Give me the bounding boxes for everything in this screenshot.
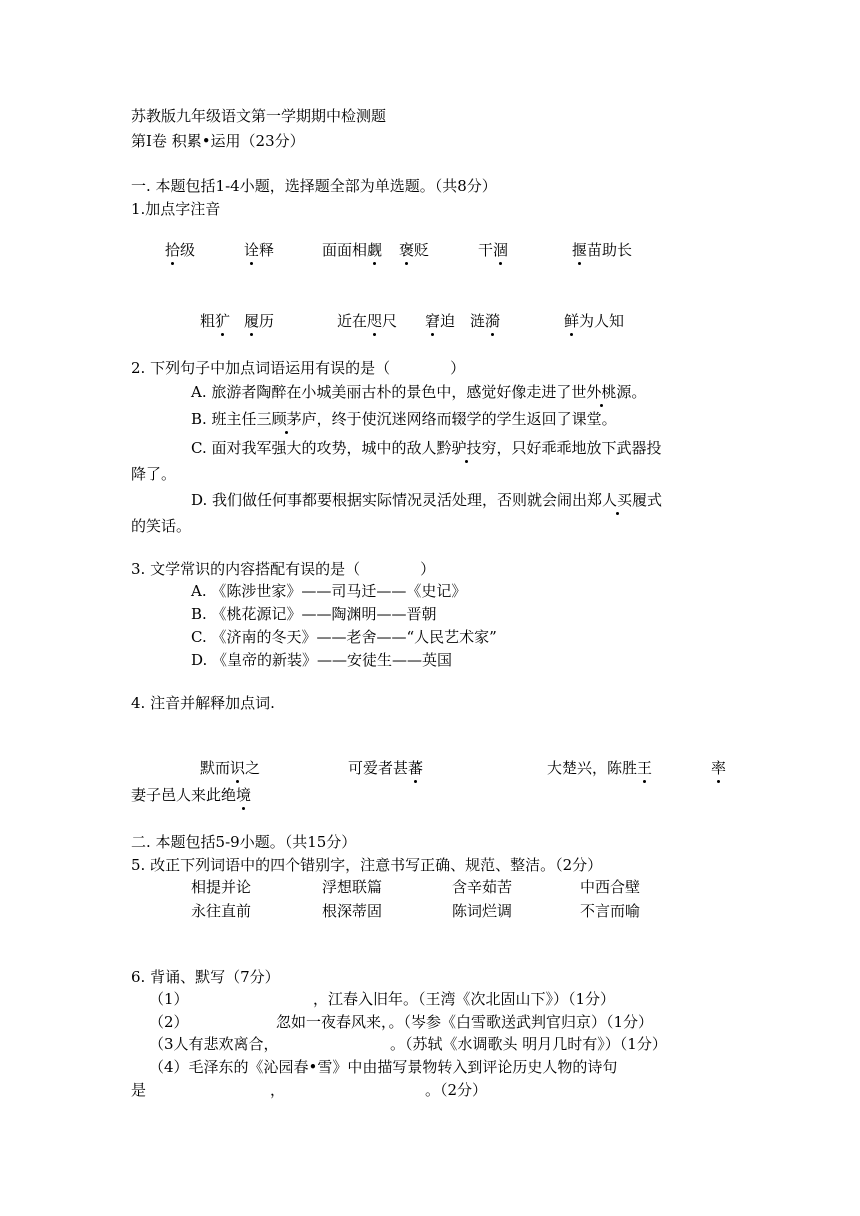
- q4-title: 4. 注音并解释加点词.: [131, 694, 275, 712]
- q2-option-b: B. 班主任三顾茅庐，终于使沉迷网络而辍学的学生返回了课堂。: [191, 410, 617, 428]
- q3-option: A. 《陈涉世家》——司马迁——《史记》: [191, 582, 467, 600]
- q6-line: 。（苏轼《水调歌头 明月几时有》）（1分）: [390, 1035, 667, 1053]
- q5-word: 陈词烂调: [452, 902, 513, 920]
- part1-heading: 一. 本题包括1-4小题，选择题全部为单选题。（共8分）: [131, 177, 497, 195]
- q1-word: 鲜为人知: [564, 312, 625, 330]
- q2-title: 2. 下列句子中加点词语运用有误的是（ ）: [131, 359, 466, 377]
- q2-option-c-cont: 降了。: [131, 465, 177, 483]
- q6-line-label: （1）: [149, 990, 189, 1008]
- q5-word: 不言而喻: [580, 902, 641, 920]
- exam-title: 苏教版九年级语文第一学期期中检测题: [131, 107, 387, 125]
- q5-word: 根深蒂固: [322, 902, 383, 920]
- q2-option-d-cont: 的笑话。: [131, 517, 192, 535]
- q6-line: ，江春入旧年。（王湾《次北固山下》）（1分）: [313, 990, 616, 1008]
- q1-word: 揠苗助长: [572, 241, 633, 259]
- q3-title: 3. 文学常识的内容搭配有误的是（ ）: [131, 560, 436, 578]
- q1-word: 诠释: [244, 241, 275, 259]
- q1-title: 1.加点字注音: [131, 200, 221, 218]
- q2-option-a: A. 旅游者陶醉在小城美丽古朴的景色中，感觉好像走进了世外桃源。: [191, 383, 647, 401]
- q1-word: 面面相觑: [322, 241, 383, 259]
- part2-heading: 二. 本题包括5-9小题。（共15分）: [131, 833, 357, 851]
- q6-line: 。（2分）: [425, 1081, 488, 1099]
- q1-word: 褒贬: [399, 241, 430, 259]
- q6-line-label: （2）: [149, 1013, 189, 1031]
- q6-line-label: （3人有悲欢离合，: [149, 1035, 279, 1053]
- q5-word: 永往直前: [191, 902, 252, 920]
- q6-line: 是: [131, 1081, 147, 1099]
- q3-option: D. 《皇帝的新装》——安徒生——英国: [191, 651, 453, 669]
- q5-word: 含辛茹苦: [452, 878, 513, 896]
- q2-option-c: C. 面对我军强大的攻势，城中的敌人黔驴技穷，只好乖乖地放下武器投: [191, 439, 662, 457]
- q1-word: 履历: [244, 312, 275, 330]
- q3-option: B. 《桃花源记》——陶渊明——晋朝: [191, 605, 437, 623]
- q1-word: 干涸: [478, 241, 509, 259]
- q6-line: ，: [270, 1081, 286, 1099]
- q4-item-cont: 妻子邑人来此绝境: [131, 786, 252, 804]
- q3-option: C. 《济南的冬天》——老舍——“人民艺术家”: [191, 628, 497, 646]
- q6-line: （4）毛泽东的《沁园春•雪》中由描写景物转入到评论历史人物的诗句: [149, 1058, 618, 1076]
- q4-item: 默而识之: [200, 759, 261, 777]
- q1-word: 拾级: [165, 241, 196, 259]
- q1-word: 窘迫: [425, 312, 456, 330]
- q4-item: 大楚兴，陈胜王: [547, 759, 653, 777]
- volume-heading: 第Ⅰ卷 积累•运用（23分）: [131, 132, 305, 150]
- q6-title: 6. 背诵、默写（7分）: [131, 968, 280, 986]
- q5-word: 相提并论: [191, 878, 252, 896]
- q5-word: 中西合壁: [580, 878, 641, 896]
- q4-item: 率: [711, 759, 727, 777]
- q1-word: 涟漪: [470, 312, 501, 330]
- q2-option-d: D. 我们做任何事都要根据实际情况灵活处理，否则就会闹出郑人买履式: [191, 491, 663, 509]
- q5-title: 5. 改正下列词语中的四个错别字，注意书写正确、规范、整洁。（2分）: [131, 856, 603, 874]
- q5-word: 浮想联篇: [322, 878, 383, 896]
- q4-item: 可爱者甚蕃: [348, 759, 424, 777]
- q1-word: 粗犷: [200, 312, 231, 330]
- q1-word: 近在咫尺: [337, 312, 398, 330]
- q6-line: 忽如一夜春风来，。（岑参《白雪歌送武判官归京）（1分）: [276, 1013, 654, 1031]
